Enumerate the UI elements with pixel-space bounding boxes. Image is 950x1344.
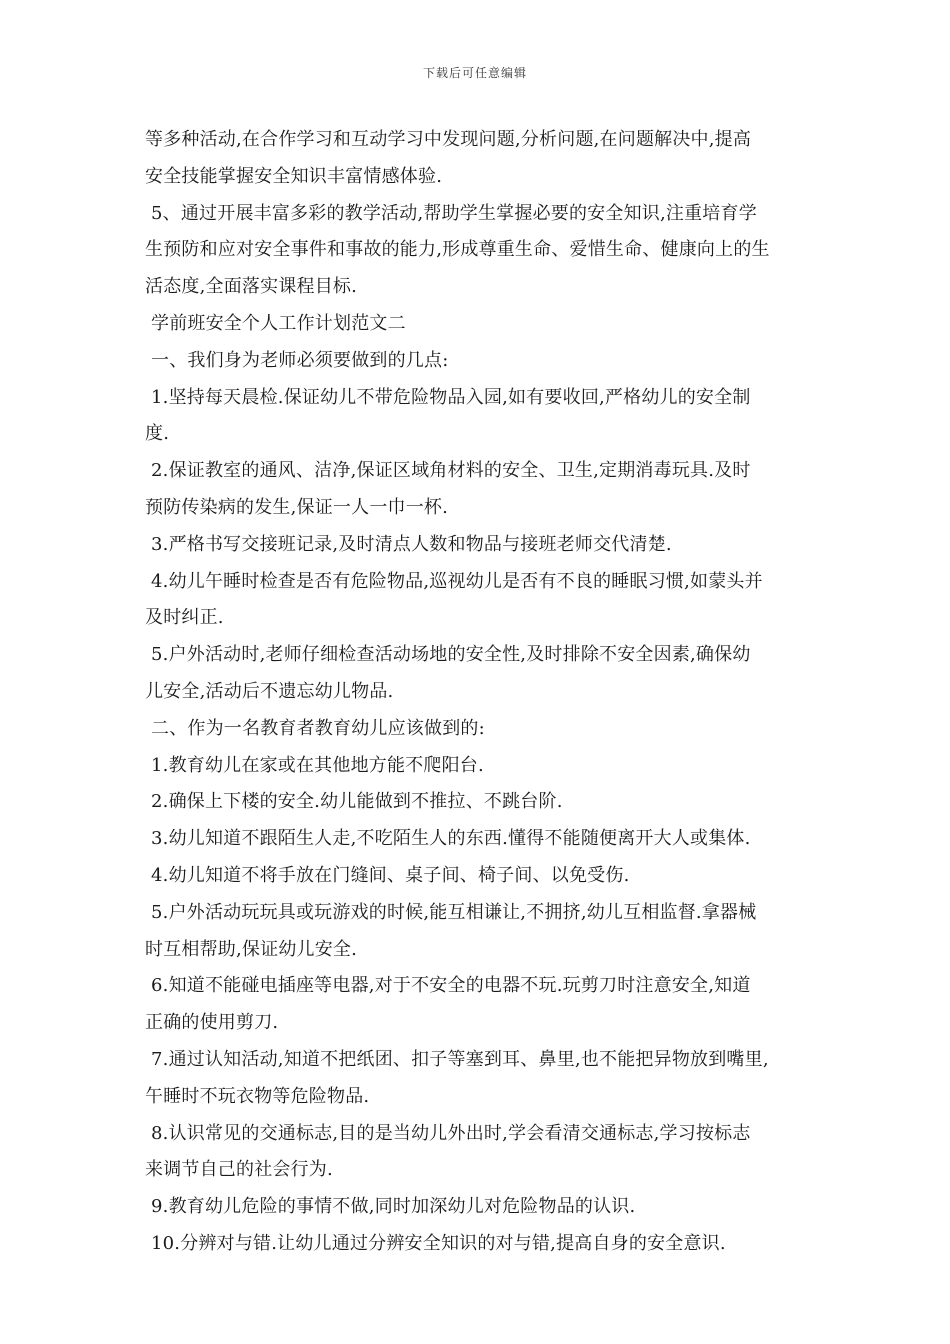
text-line: 5.户外活动时,老师仔细检查活动场地的安全性,及时排除不安全因素,确保幼	[151, 644, 751, 666]
text-line: 8.认识常见的交通标志,目的是当幼儿外出时,学会看清交通标志,学习按标志	[151, 1122, 751, 1144]
text-line: 活态度,全面落实课程目标.	[145, 276, 358, 298]
text-line: 午睡时不玩衣物等危险物品.	[145, 1085, 370, 1107]
text-line: 二、作为一名教育者教育幼儿应该做到的:	[151, 717, 485, 739]
text-line: 4.幼儿午睡时检查是否有危险物品,巡视幼儿是否有不良的睡眠习惯,如蒙头并	[151, 570, 763, 592]
text-line: 1.坚持每天晨检.保证幼儿不带危险物品入园,如有要收回,严格幼儿的安全制	[151, 386, 751, 408]
text-line: 7.通过认知活动,知道不把纸团、扣子等塞到耳、鼻里,也不能把异物放到嘴里,	[151, 1048, 769, 1070]
text-line: 学前班安全个人工作计划范文二	[151, 312, 406, 334]
text-line: 3.幼儿知道不跟陌生人走,不吃陌生人的东西.懂得不能随便离开大人或集体.	[151, 828, 751, 850]
text-line: 9.教育幼儿危险的事情不做,同时加深幼儿对危险物品的认识.	[151, 1196, 636, 1218]
text-line: 儿安全,活动后不遗忘幼儿物品.	[145, 680, 394, 702]
text-line: 及时纠正.	[145, 607, 224, 629]
page-header: 下载后可任意编辑	[422, 66, 527, 80]
text-line: 3.严格书写交接班记录,及时清点人数和物品与接班老师交代清楚.	[151, 533, 672, 555]
text-line: 5.户外活动玩玩具或玩游戏的时候,能互相谦让,不拥挤,幼儿互相监督.拿器械	[151, 901, 757, 923]
text-line: 4.幼儿知道不将手放在门缝间、桌子间、椅子间、以免受伤.	[151, 864, 630, 886]
text-line: 正确的使用剪刀.	[145, 1012, 279, 1034]
text-line: 2.确保上下楼的安全.幼儿能做到不推拉、不跳台阶.	[151, 791, 563, 813]
text-line: 6.知道不能碰电插座等电器,对于不安全的电器不玩.玩剪刀时注意安全,知道	[151, 975, 751, 997]
text-line: 等多种活动,在合作学习和互动学习中发现问题,分析问题,在问题解决中,提高	[145, 129, 752, 150]
text-line: 安全技能掌握安全知识丰富情感体验.	[145, 165, 443, 187]
text-line: 生预防和应对安全事件和事故的能力,形成尊重生命、爱惜生命、健康向上的生	[145, 239, 770, 261]
text-line: 10.分辨对与错.让幼儿通过分辨安全知识的对与错,提高自身的安全意识.	[151, 1232, 726, 1254]
text-line: 预防传染病的发生,保证一人一巾一杯.	[145, 496, 449, 518]
text-line: 2.保证教室的通风、洁净,保证区域角材料的安全、卫生,定期消毒玩具.及时	[151, 460, 751, 482]
text-line: 5、通过开展丰富多彩的教学活动,帮助学生掌握必要的安全知识,注重培育学	[151, 202, 757, 224]
text-line: 一、我们身为老师必须要做到的几点:	[151, 349, 449, 371]
text-line: 时互相帮助,保证幼儿安全.	[145, 938, 358, 960]
text-line: 1.教育幼儿在家或在其他地方能不爬阳台.	[151, 754, 484, 776]
text-line: 来调节自己的社会行为.	[145, 1159, 333, 1181]
document-body	[145, 122, 815, 1263]
text-line: 度.	[145, 423, 170, 445]
